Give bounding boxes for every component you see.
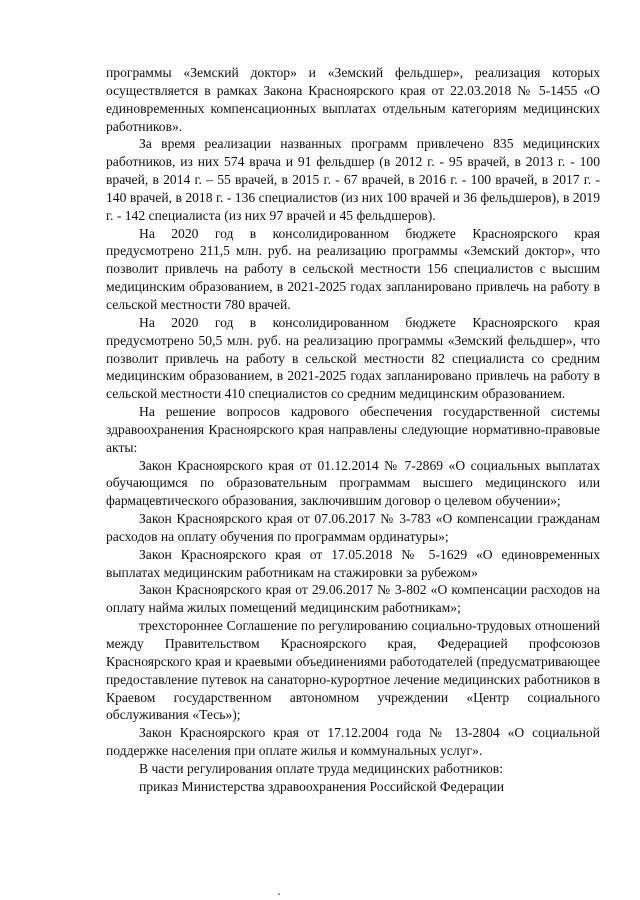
paragraph-tripartite-agreement: трехстороннее Соглашение по регулированию социально-трудовых отношений между Правительством Красноярского края, Федерацией профсоюзов Красноярского края и краевыми объединениями работодателей (предусматривающее предоставление путевок на санаторно-курортное лечение медицинских работников в Краевом государственном автономном учреждении «Центр социального обслуживания «Тесь»);: [106, 618, 600, 723]
document-body: [106, 64, 600, 796]
scan-speck: [278, 893, 280, 895]
paragraph-legal-acts-intro: На решение вопросов кадрового обеспечения государственной системы здравоохранения Красноярского края направлены следующие нормативно-правовые акты:: [106, 404, 600, 455]
paragraph-recruited-workers: За время реализации названных программ привлечено 835 медицинских работников, из них 574 врача и 91 фельдшер (в 2012 г. - 95 врачей, в 2013 г. - 100 врачей, в 2014 г. – 55 врачей, в 2015 г. - 67 врачей, в 2016 г. - 100 врачей, в 2017 г. - 140 врачей, в 2018 г. - 136 специалистов (из них 100 врачей и 36 фельдшеров), в 2019 г. - 142 специалиста (из них 97 врачей и 45 фельдшеров).: [106, 136, 600, 223]
paragraph-wage-regulation: В части регулирования оплате труда медицинских работников:: [139, 760, 503, 776]
paragraph-ministry-order: приказ Министерства здравоохранения Российской Федерации: [139, 778, 505, 794]
paragraph-law-13-2804: Закон Красноярского края от 17.12.2004 года № 13-2804 «О социальной поддержке населения при оплате жилья и коммунальных услуг».: [106, 725, 600, 759]
paragraph-law-7-2869: Закон Красноярского края от 01.12.2014 № 7-2869 «О социальных выплатах обучающимся по образовательным программам высшего медицинского или фармацевтического образования, заключившим договор о целевом обучении»;: [106, 457, 600, 509]
paragraph-programs-intro: программы «Земский доктор» и «Земский фельдшер», реализация которых осуществляется в рамках Закона Красноярского края от 22.03.2018 № 5-1455 «О единовременных компенсационных выплатах отдельным категориям медицинских работников».: [106, 65, 600, 134]
paragraph-zemsky-feldsher-budget: На 2020 год в консолидированном бюджете Красноярского края предусмотрено 50,5 млн. руб. на реализацию программы «Земский фельдшер», что позволит привлечь на работу в сельской местности 82 специалиста со средним медицинским образованием, в 2021-2025 годах запланировано привлечь на работу в сельской местности 410 специалистов со средним медицинским образованием.: [106, 314, 600, 402]
paragraph-zemsky-doctor-budget: На 2020 год в консолидированном бюджете Красноярского края предусмотрено 211,5 млн. руб. на реализацию программы «Земский доктор», что позволит привлечь на работу в сельской местности 156 специалистов с высшим медицинским образованием, в 2021-2025 годах запланировано привлечь на работу в сельской местности 780 врачей.: [106, 225, 600, 312]
paragraph-law-3-802: Закон Красноярского края от 29.06.2017 № 3-802 «О компенсации расходов на оплату найма жилых помещений медицинским работникам»;: [106, 582, 600, 616]
paragraph-law-3-783: Закон Красноярского края от 07.06.2017 № 3-783 «О компенсации гражданам расходов на оплату обучения по программам ординатуры»;: [106, 511, 600, 544]
paragraph-law-5-1629: Закон Красноярского края от 17.05.2018 № 5-1629 «О единовременных выплатах медицинским работникам на стажировки за рубежом»: [106, 546, 600, 580]
